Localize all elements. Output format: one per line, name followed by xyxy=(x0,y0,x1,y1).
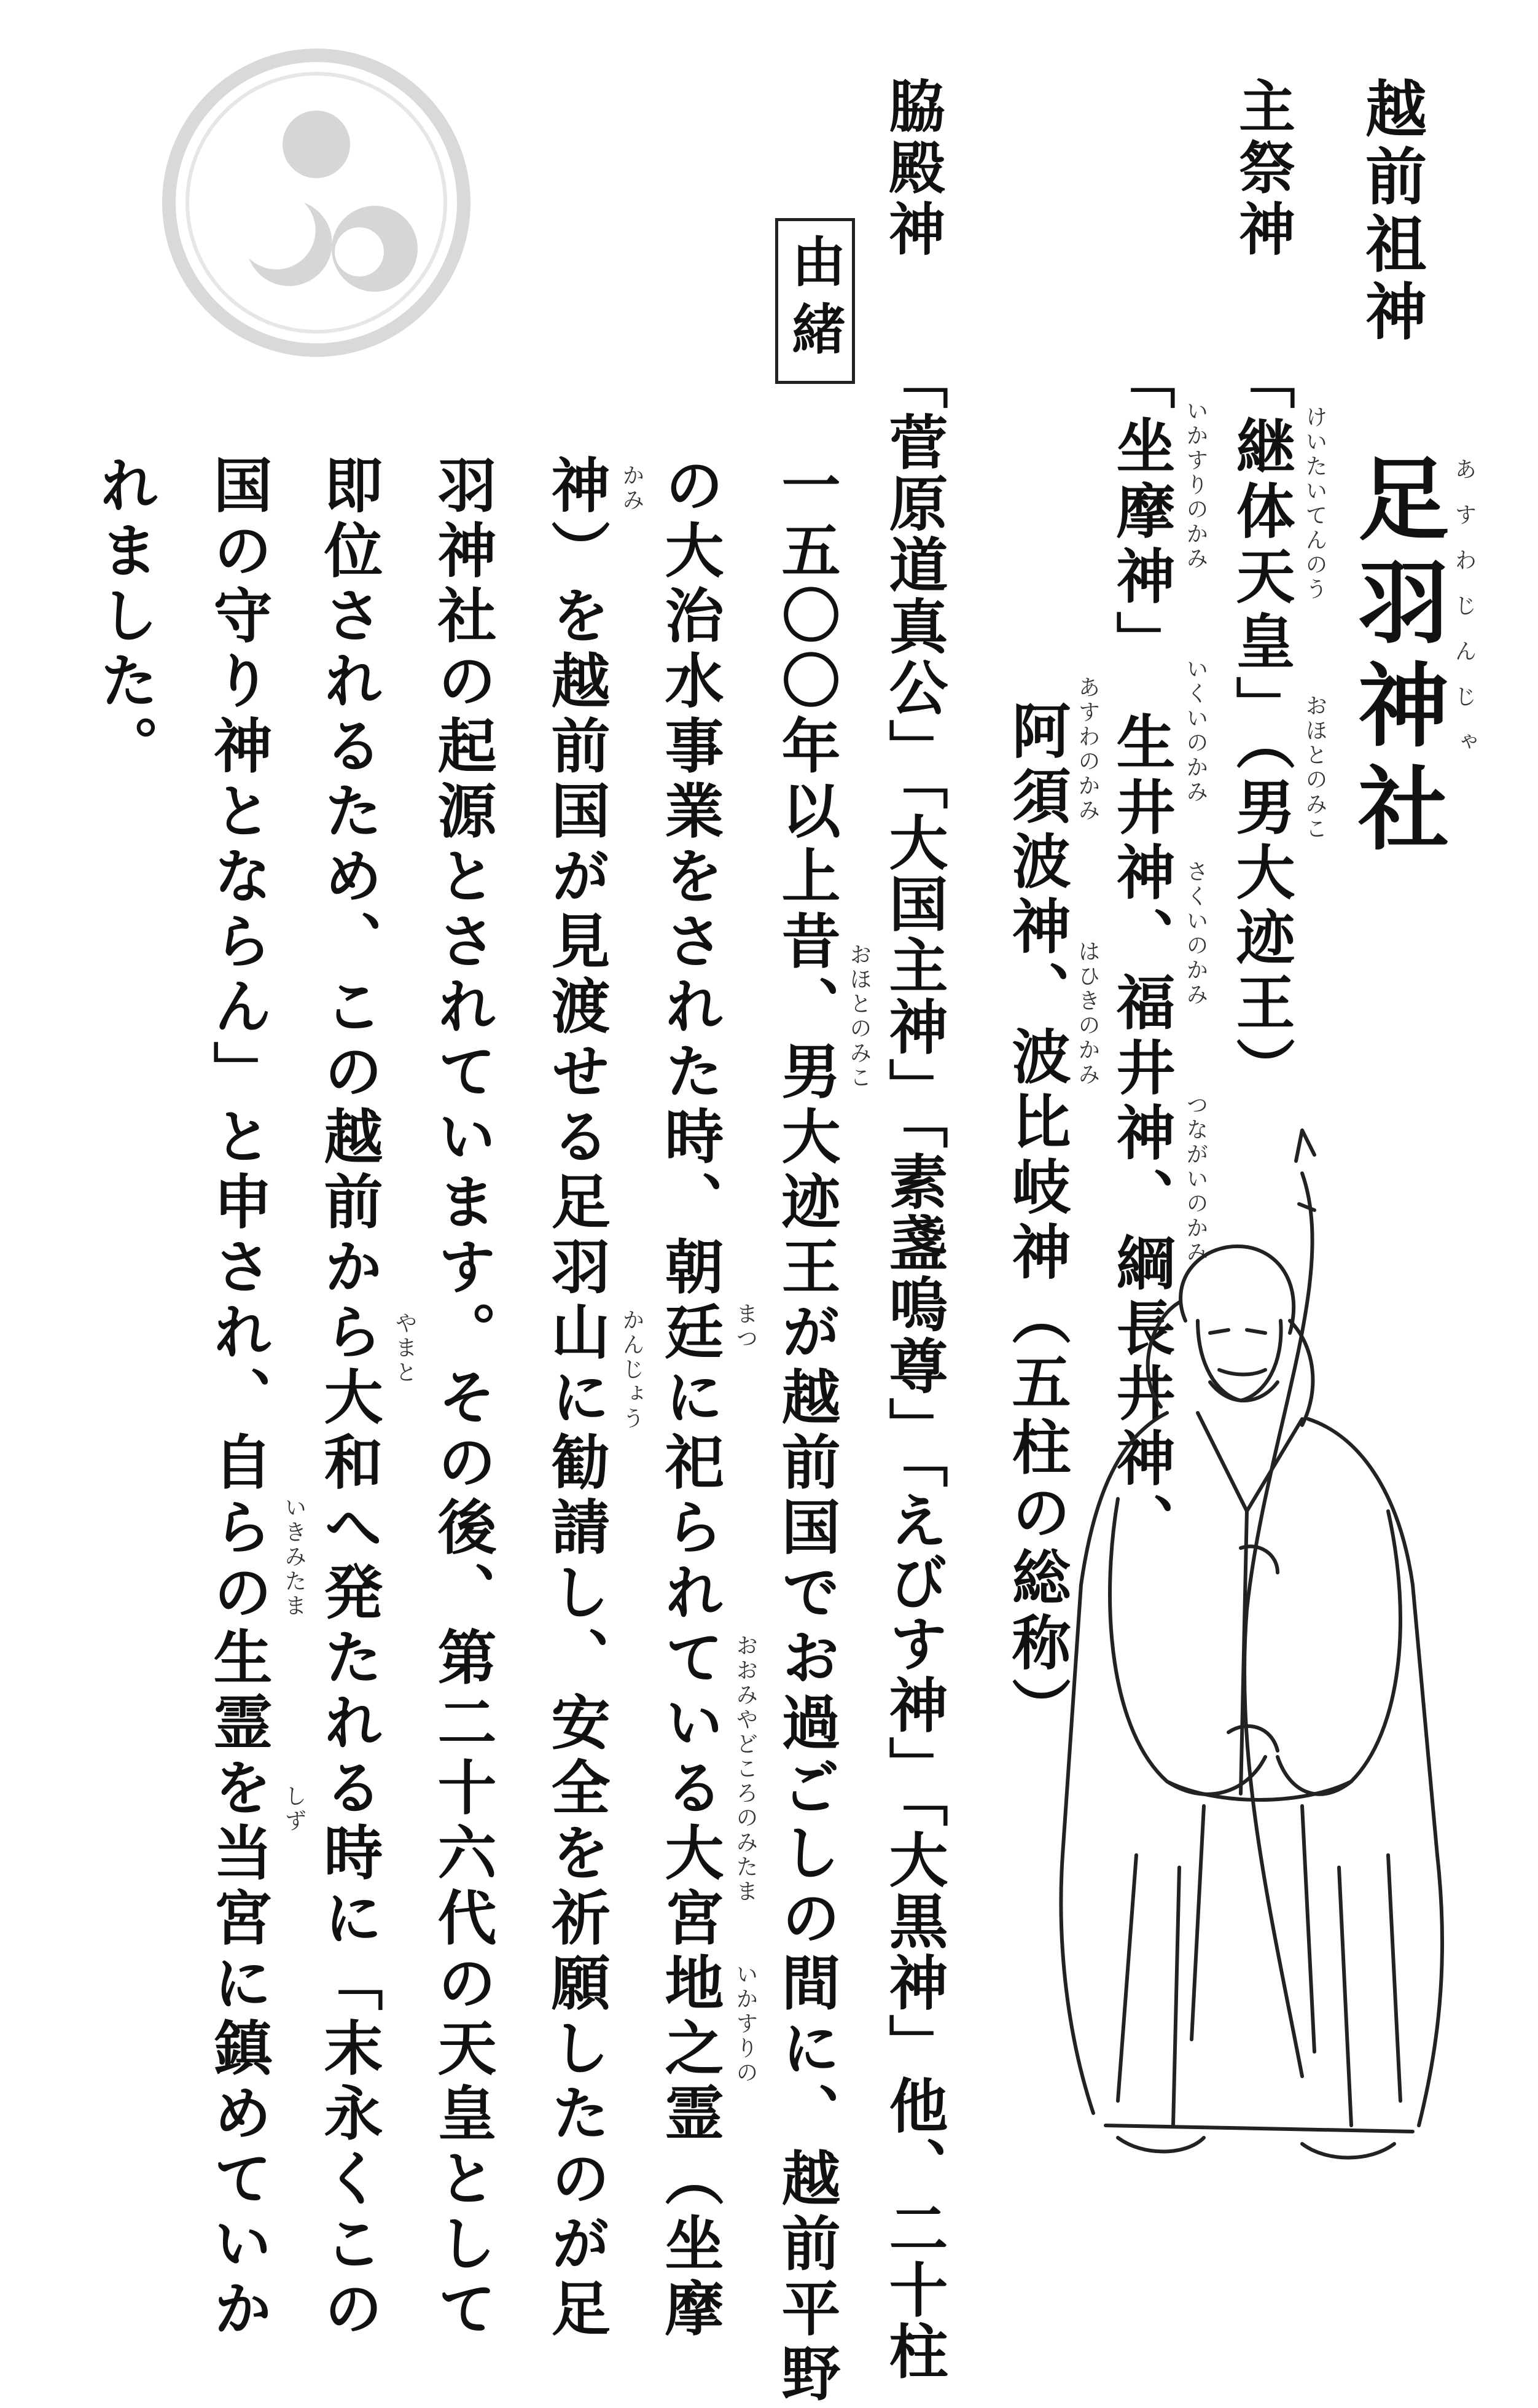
yuisho-line-5: 即位されるため、この越前から大和へ発たれる時に「末永くこの xyxy=(314,455,384,2343)
yuisho-label: 由緒 xyxy=(783,233,847,369)
shusaijin-line1-ruby-a: けいたいてんのう xyxy=(1302,405,1327,602)
ruby-matsu: まつ xyxy=(733,1302,758,1351)
shusaijin-line2-ruby-c: さくいのかみ xyxy=(1183,860,1208,1007)
yuisho-line-6: 国の守り神とならん」と申され、自らの生霊を当宮に鎮めていか xyxy=(204,455,273,2343)
ruby-ikimitama: いきみたま xyxy=(281,1496,306,1619)
shusaijin-line2-ruby-a: いかすりのかみ xyxy=(1183,399,1208,571)
ruby-oomiyadokoro: おおみやどころのみたま xyxy=(733,1634,758,1904)
ruby-kanjou: かんじょう xyxy=(619,1308,644,1431)
ruby-ikasurino: いかすりの xyxy=(733,1963,758,2086)
yuisho-line-4: 羽神社の起源とされています。その後、第二十六代の天皇として xyxy=(428,455,498,2343)
yuisho-line-2: の大治水事業をされた時、朝廷に祀られている大宮地之霊（坐摩 xyxy=(655,455,725,2343)
ruby-ohotonomiko: おほとのみこ xyxy=(846,943,872,1090)
shrine-name-ruby: あすわじんじゃ xyxy=(1451,458,1477,776)
shusaijin-line2-ruby-b: いくいのかみ xyxy=(1183,657,1208,805)
shusaijin-line2: 「坐摩神」 生井神、福井神、綱長井神、 xyxy=(1107,350,1176,1558)
wakidenjin-label: 脇殿神 xyxy=(880,77,946,261)
shusaijin-line3-ruby-a: あすわのかみ xyxy=(1075,676,1100,823)
shusaijin-label: 主祭神 xyxy=(1230,77,1296,261)
wakidenjin-line1: 「菅原道真公」「大国主神」「素盞嗚尊」「えびす神」「大黒神」他、二十柱 xyxy=(880,350,949,2382)
shusaijin-line1: 「継体天皇」（男大迹王） xyxy=(1227,350,1296,1102)
yuisho-line-3: 神）を越前国が見渡せる足羽山に勧請し、安全を祈願したのが足 xyxy=(542,455,611,2343)
yuisho-label-box xyxy=(775,218,855,384)
mitsudomoe-crest-icon xyxy=(157,43,476,362)
shrine-name: 足羽神社 xyxy=(1343,452,1450,864)
shusaijin-line3: 阿須波神、波比岐神（五柱の総称） xyxy=(1002,700,1072,1742)
ruby-yamato: やまと xyxy=(392,1312,417,1385)
yuisho-line-7: れました。 xyxy=(90,455,160,780)
shusaijin-line1-ruby-b: おほとのみこ xyxy=(1302,694,1327,842)
yuisho-line-1: 一五〇〇年以上昔、男大迹王が越前国でお過ごしの間に、越前平野 xyxy=(772,455,841,2408)
shusaijin-line3-ruby-b: はひきのかみ xyxy=(1075,940,1100,1087)
shusaijin-line2-ruby-d: つながいのかみ xyxy=(1183,1093,1208,1265)
ruby-kami: かみ xyxy=(619,464,644,513)
ruby-shizu: しず xyxy=(281,1784,306,1834)
title-prefix: 越前祖神 xyxy=(1355,77,1427,347)
deity-figure-illustration xyxy=(1044,1118,1486,2199)
